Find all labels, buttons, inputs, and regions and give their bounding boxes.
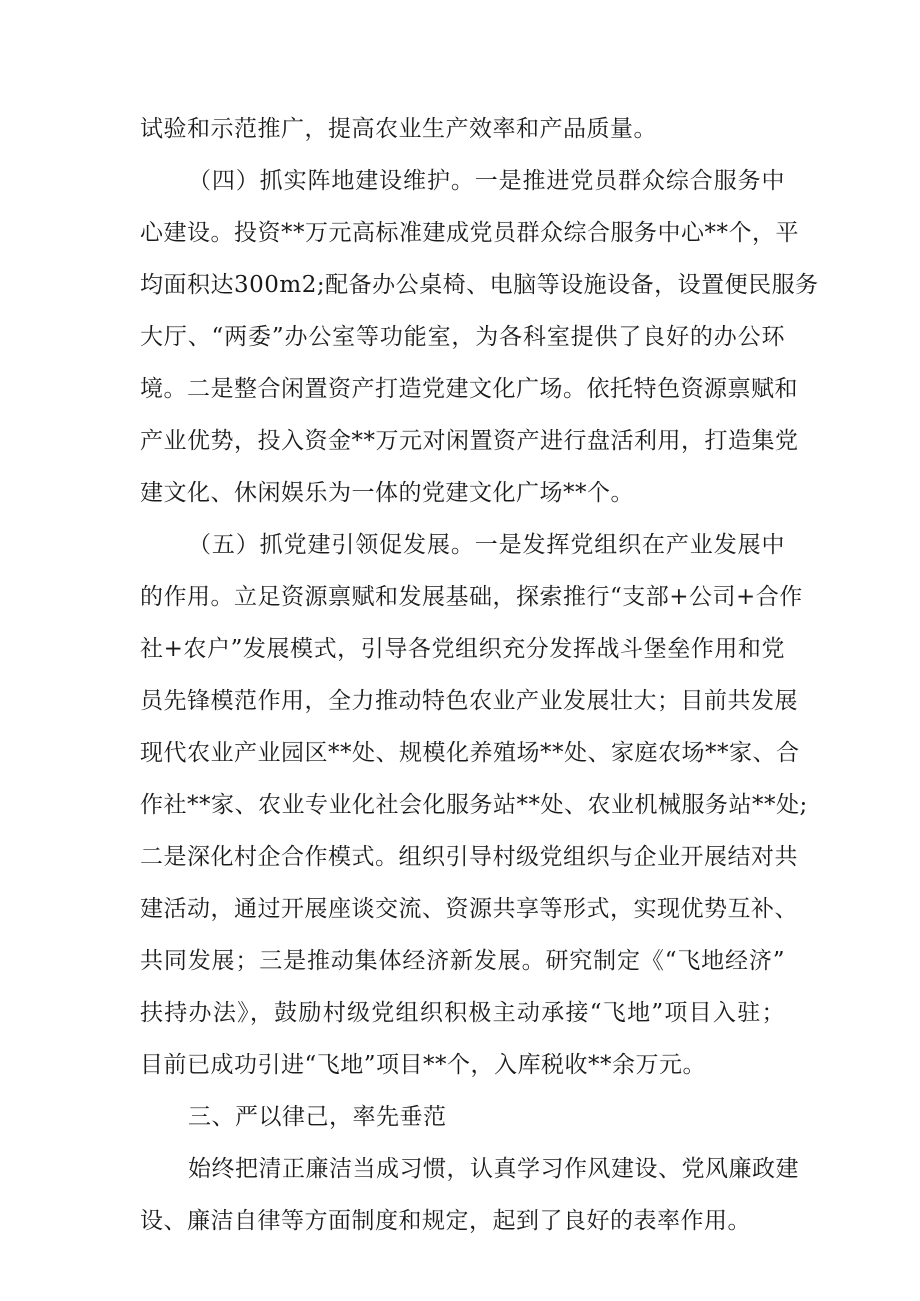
text-line: 均面积达300m2;配备办公桌椅、电脑等设施设备，设置便民服务 [140, 272, 819, 298]
text-line: 目前已成功引进“飞地”项目**个，入库税收**余万元。 [140, 1052, 707, 1078]
text-line: 境。二是整合闲置资产打造党建文化广场。依托特色资源禀赋和 [140, 376, 798, 402]
text-line: 二是深化村企合作模式。组织引导村级党组织与企业开展结对共 [140, 844, 798, 870]
text-line: 建活动，通过开展座谈交流、资源共享等形式，实现优势互补、 [140, 896, 798, 922]
text-line: 产业优势，投入资金**万元对闲置资产进行盘活利用，打造集党 [140, 428, 799, 454]
section-heading: 三、严以律己，率先垂范 [188, 1104, 447, 1130]
text-line: 设、廉洁自律等方面制度和规定，起到了良好的表率作用。 [140, 1208, 751, 1234]
section-heading-line: （四）抓实阵地建设维护。一是推进党员群众综合服务中 [188, 168, 785, 194]
text-line: 社+农户”发展模式，引导各党组织充分发挥战斗堡垒作用和党 [140, 636, 785, 662]
text-line: 共同发展；三是推动集体经济新发展。研究制定《“飞地经济” [140, 948, 785, 974]
text-line: 建文化、休闲娱乐为一体的党建文化广场**个。 [140, 480, 634, 506]
section-heading-line: （五）抓党建引领促发展。一是发挥党组织在产业发展中 [188, 532, 785, 558]
text-line: 员先锋模范作用，全力推动特色农业产业发展壮大；目前共发展 [140, 688, 798, 714]
text-line: 作社**家、农业专业化社会化服务站**处、农业机械服务站**处; [140, 792, 808, 818]
text-line: 心建设。投资**万元高标准建成党员群众综合服务中心**个，平 [140, 220, 799, 246]
text-line: 试验和示范推广，提高农业生产效率和产品质量。 [140, 116, 657, 142]
text-line: 大厅、“两委”办公室等功能室，为各科室提供了良好的办公环 [140, 324, 785, 350]
text-line: 扶持办法》，鼓励村级党组织积极主动承接“飞地”项目入驻； [140, 1000, 785, 1026]
text-line: 现代农业产业园区**处、规模化养殖场**处、家庭农场**家、合 [140, 740, 800, 766]
paragraph-first-line: 始终把清正廉洁当成习惯，认真学习作风建设、党风廉政建 [188, 1156, 799, 1182]
text-line: 的作用。立足资源禀赋和发展基础，探索推行“支部+公司+合作 [140, 584, 803, 610]
